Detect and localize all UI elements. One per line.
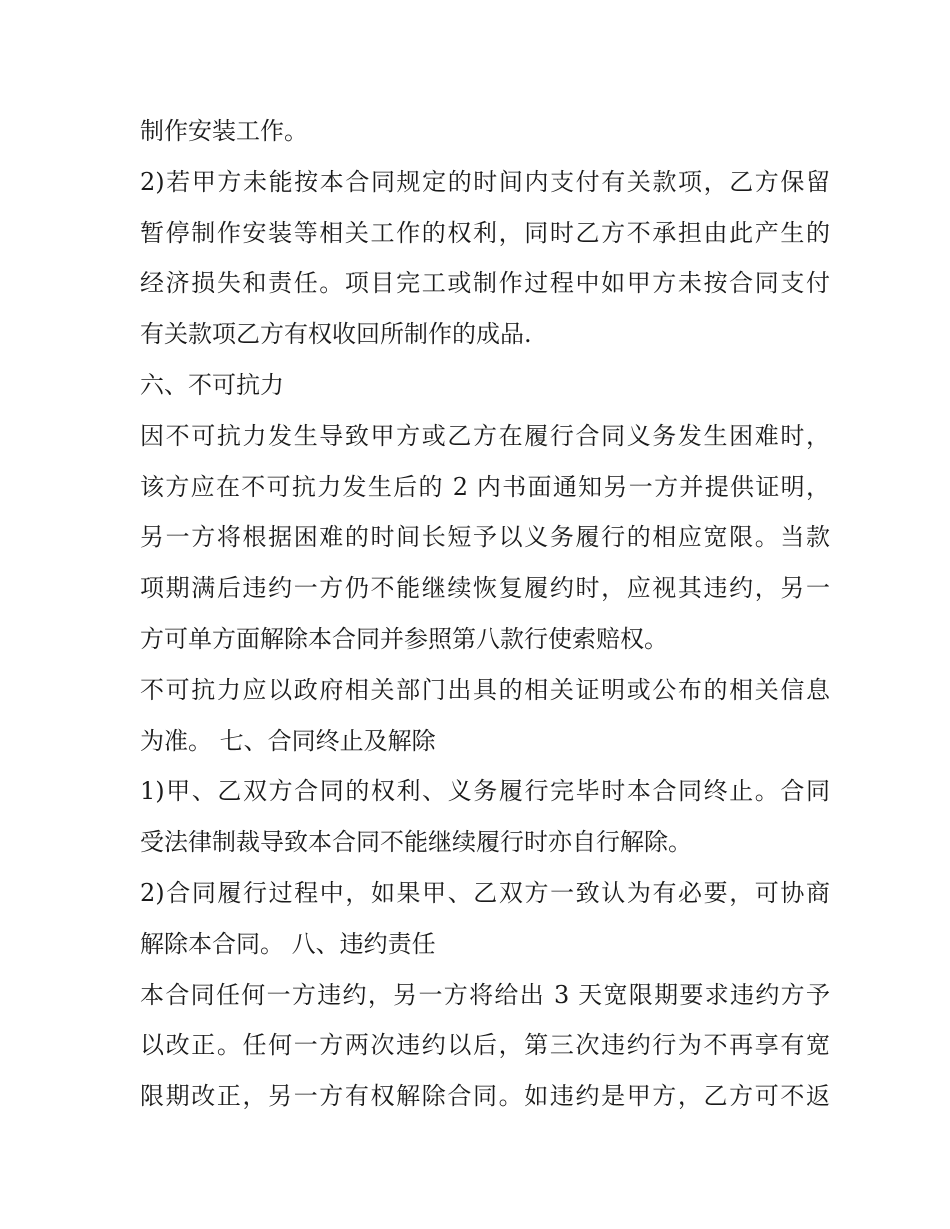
- text-line: 1)甲、乙双方合同的权利、义务履行完毕时本合同终止。合同: [140, 777, 830, 806]
- text-line: 2)若甲方未能按本合同规定的时间内支付有关款项，乙方保留: [140, 167, 830, 196]
- text-line: 为准。 七、合同终止及解除: [140, 726, 436, 755]
- text-line: 2)合同履行过程中，如果甲、乙双方一致认为有必要，可协商: [140, 878, 830, 907]
- document-body: [140, 106, 830, 1122]
- text-line: 解除本合同。 八、违约责任: [140, 929, 436, 958]
- text-line: 另一方将根据困难的时间长短予以义务履行的相应宽限。当款: [140, 523, 830, 552]
- text-line: 本合同任何一方违约，另一方将给出 3 天宽限期要求违约方予: [140, 980, 830, 1009]
- text-line: 方可单方面解除本合同并参照第八款行使索赔权。: [140, 624, 668, 653]
- text-line: 经济损失和责任。项目完工或制作过程中如甲方未按合同支付: [140, 269, 830, 298]
- text-line: 有关款项乙方有权收回所制作的成品.: [140, 320, 532, 349]
- text-line: 暂停制作安装等相关工作的权利，同时乙方不承担由此产生的: [140, 218, 830, 247]
- text-line: 该方应在不可抗力发生后的 2 内书面通知另一方并提供证明，: [140, 472, 830, 501]
- section-heading: 六、不可抗力: [140, 370, 284, 399]
- text-line: 不可抗力应以政府相关部门出具的相关证明或公布的相关信息: [140, 675, 830, 704]
- text-line: 以改正。任何一方两次违约以后，第三次违约行为不再享有宽: [140, 1031, 830, 1060]
- text-line: 受法律制裁导致本合同不能继续履行时亦自行解除。: [140, 828, 692, 857]
- text-line: 限期改正，另一方有权解除合同。如违约是甲方，乙方可不返: [140, 1082, 830, 1111]
- text-line: 因不可抗力发生导致甲方或乙方在履行合同义务发生困难时，: [140, 421, 830, 450]
- text-line: 制作安装工作。: [140, 117, 308, 145]
- text-line: 项期满后违约一方仍不能继续恢复履约时，应视其违约，另一: [140, 574, 830, 603]
